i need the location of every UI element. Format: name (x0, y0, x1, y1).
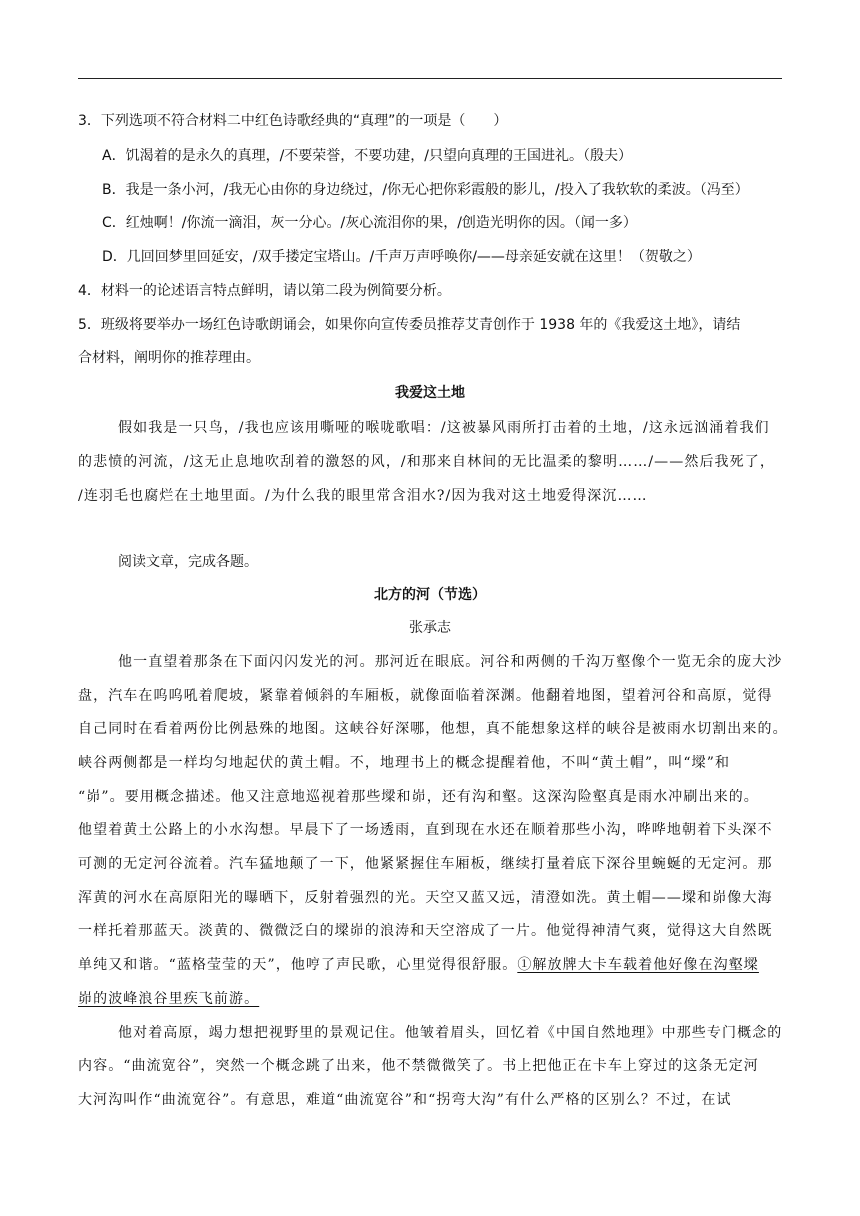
article-line: 自己同时在看着两份比例悬殊的地图。这峡谷好深哪，他想，真不能想象这样的峡谷是被雨水切割出来的。 (78, 721, 788, 737)
question-4: 4．材料一的论述语言特点鲜明，请以第二段为例简要分析。 (78, 283, 451, 299)
reading-instruction: 阅读文章，完成各题。 (118, 554, 258, 570)
question-3-stem: 3．下列选项不符合材料二中红色诗歌经典的“真理”的一项是（ ） (78, 113, 508, 129)
article-line-text: 单纯又和谐。“蓝格莹莹的天”，他哼了声民歌，心里觉得很舒服。 (78, 957, 518, 973)
article-line: 他望着黄土公路上的小水沟想。早晨下了一场透雨，直到现在水还在顺着那些小沟，哗哗地朝着下头深不 (78, 822, 773, 838)
article-line (78, 989, 259, 1009)
article-line: 内容。“曲流宽谷”，突然一个概念跳了出来，他不禁微微笑了。书上把他正在卡车上穿过的这条无定河 (78, 1058, 759, 1074)
header-rule (78, 78, 782, 79)
article-line: 可测的无定河谷流着。汽车猛地颠了一下，他紧紧握住车厢板，继续打量着底下深谷里蜿蜒的无定河。那 (78, 856, 773, 872)
article-line-with-underline (78, 955, 759, 975)
article-line: 浑黄的河水在高原阳光的曝晒下，反射着强烈的光。天空又蓝又远，清澄如洗。黄土帽——墚和峁像大海 (78, 890, 773, 906)
article-line: “峁”。要用概念描述。他又注意地巡视着那些墚和峁，还有沟和壑。这深沟险壑真是雨水冲刷出来的。 (78, 789, 759, 805)
article-line: 他对着高原，竭力想把视野里的景观记住。他皱着眉头，回忆着《中国自然地理》中那些专门概念的 (118, 1025, 783, 1041)
poem-line: 的悲愤的河流，/这无止息地吹刮着的激怒的风，/和那来自林间的无比温柔的黎明……/——然后我死了， (78, 454, 775, 470)
article-title: 北方的河（节选） (374, 587, 486, 603)
article-line: 大河沟叫作“曲流宽谷”。有意思，难道“曲流宽谷”和“拐弯大沟”有什么严格的区别么？不过，在试 (78, 1092, 732, 1108)
article-line: 一样托着那蓝天。淡黄的、微微泛白的墚峁的浪涛和天空溶成了一片。他觉得神清气爽，觉得这大自然既 (78, 923, 773, 939)
question-5-line-1: 5．班级将要举办一场红色诗歌朗诵会，如果你向宣传委员推荐艾青创作于 1938 年的《我爱这土地》，请结 (78, 317, 741, 333)
article-line: 盘，汽车在呜呜吼着爬坡，紧靠着倾斜的车厢板，就像面临着深渊。他翻着地图，望着河谷和高原，觉得 (78, 688, 773, 704)
option-a: A．饥渴着的是永久的真理，/不要荣誉，不要功建，/只望向真理的王国进礼。（殷夫） (102, 148, 633, 164)
article-line: 他一直望着那条在下面闪闪发光的河。那河近在眼底。河谷和两侧的千沟万壑像个一览无余的庞大沙 (118, 654, 783, 670)
option-c: C．红烛啊！/你流一滴泪，灰一分心。/灰心流泪你的果，/创造光明你的因。（闻一多） (102, 215, 637, 231)
option-b: B．我是一条小河，/我无心由你的身边绕过，/你无心把你彩霞般的影儿，/投入了我软软的柔波。（冯至） (102, 182, 749, 198)
article-line: 峡谷两侧都是一样均匀地起伏的黄土帽。不，地理书上的概念提醒着他，不叫“黄土帽”，叫“墚”和 (78, 755, 731, 771)
underlined-sentence-part-1: ①解放牌大卡车载着他好像在沟壑墚 (517, 957, 759, 973)
poem-line: /连羽毛也腐烂在土地里面。/为什么我的眼里常含泪水?/因为我对这土地爱得深沉…… (78, 488, 648, 504)
poem-title: 我爱这土地 (395, 385, 465, 401)
question-5-line-2: 合材料，阐明你的推荐理由。 (78, 350, 260, 366)
option-d: D．几回回梦里回延安，/双手搂定宝塔山。/千声万声呼唤你/——母亲延安就在这里！（贺敬之） (102, 249, 701, 265)
article-author: 张承志 (409, 620, 451, 636)
poem-line: 假如我是一只鸟，/我也应该用嘶哑的喉咙歌唱：/这被暴风雨所打击着的土地，/这永远汹涌着我们 (118, 420, 770, 436)
underlined-sentence-part-2: 峁的波峰浪谷里疾飞前游。 (78, 991, 260, 1007)
